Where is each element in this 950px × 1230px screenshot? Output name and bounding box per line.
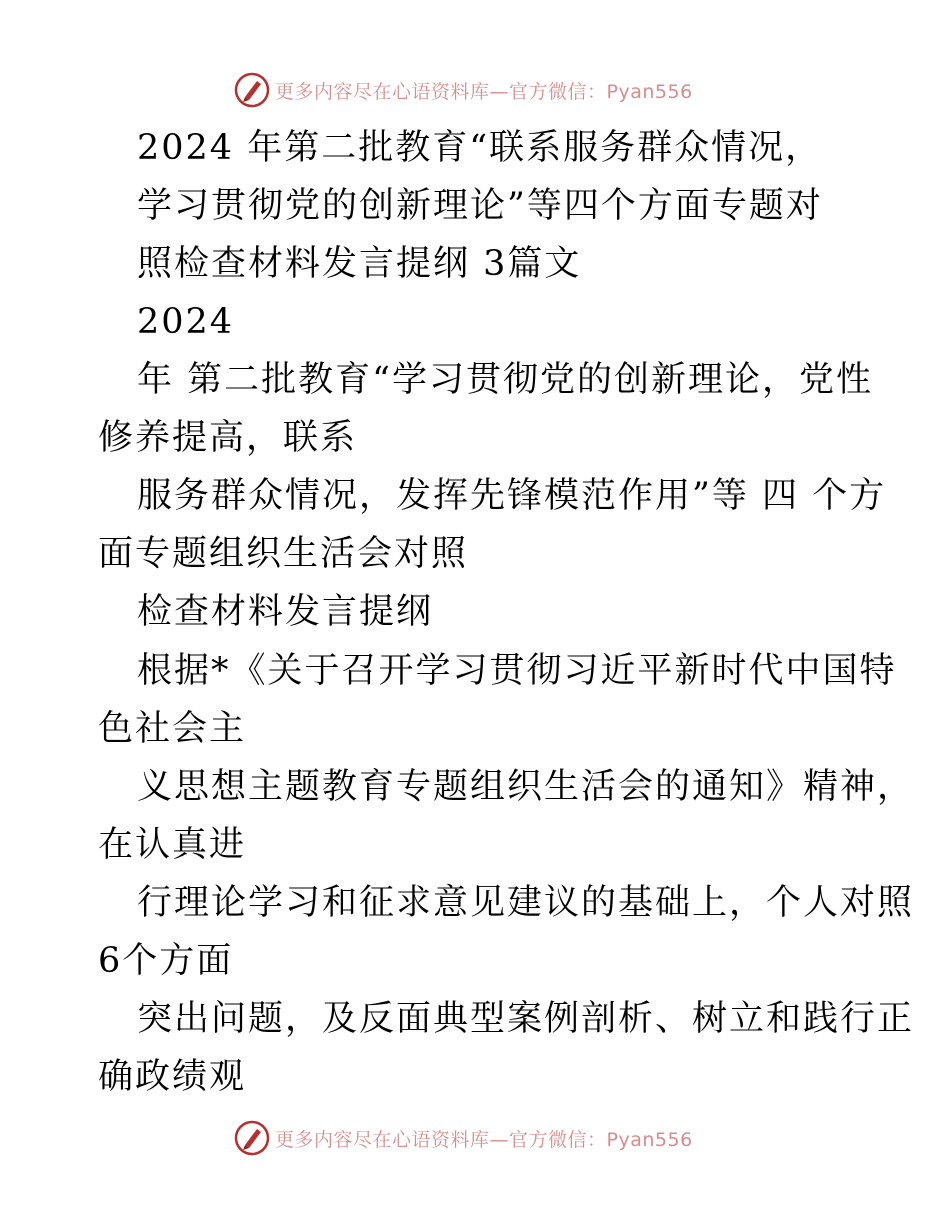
text-line: 照检查材料发言提纲 3篇文 <box>137 244 582 284</box>
watermark-text: 更多内容尽在心语资料库—官方微信：Pyan556 <box>275 80 693 103</box>
text-line: 修养提高，联系 <box>98 418 358 458</box>
text-line: 6个方面 <box>98 941 234 981</box>
text-line: 2024 年第二批教育“联系服务群众情况， <box>137 128 823 168</box>
watermark-text: 更多内容尽在心语资料库—官方微信：Pyan556 <box>275 1128 693 1151</box>
watermark-footer <box>233 1118 753 1158</box>
text-line: 服务群众情况，发挥先锋模范作用”等 四 个方 <box>137 476 887 516</box>
text-line: 义思想主题教育专题组织生活会的通知》精神， <box>137 767 915 807</box>
pen-circle-logo-icon <box>233 71 271 109</box>
text-line: 2024 <box>137 302 235 342</box>
text-line: 根据*《关于召开学习贯彻习近平新时代中国特 <box>137 651 897 691</box>
watermark-header <box>233 70 753 110</box>
text-line: 行理论学习和征求意见建议的基础上，个人对照 <box>137 883 915 923</box>
text-line: 色社会主 <box>98 709 247 749</box>
pen-circle-logo-icon <box>233 1119 271 1157</box>
text-line: 在认真进 <box>98 825 247 865</box>
text-line: 检查材料发言提纲 <box>137 592 434 632</box>
text-line: 学习贯彻党的创新理论”等四个方面专题对 <box>137 186 823 226</box>
text-line: 年 第二批教育“学习贯彻党的创新理论，党性 <box>137 360 874 400</box>
text-line: 突出问题，及反面典型案例剖析、树立和践行正 <box>137 999 915 1039</box>
text-line: 确政绩观 <box>98 1057 247 1097</box>
text-line: 面专题组织生活会对照 <box>98 534 469 574</box>
